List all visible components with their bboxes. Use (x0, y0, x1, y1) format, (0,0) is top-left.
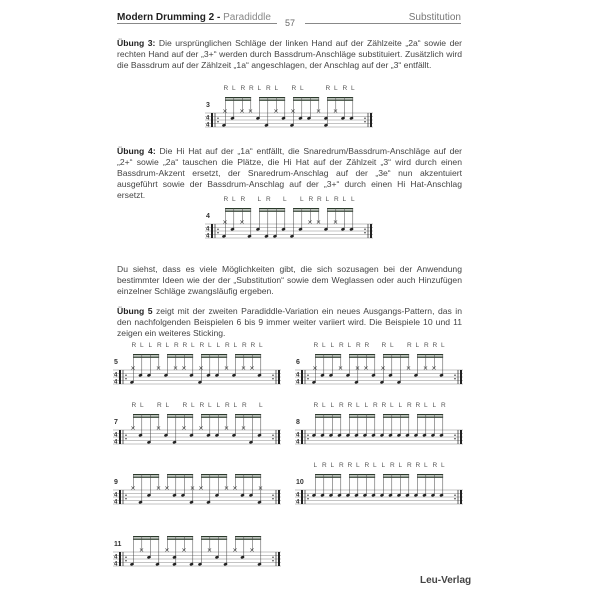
drum-staff (205, 85, 377, 137)
section-title: Substitution (408, 12, 461, 23)
svg-text:4: 4 (114, 432, 118, 439)
svg-text:L: L (330, 402, 335, 409)
svg-text:R: R (157, 342, 162, 349)
book-title-main: Modern Drumming 2 - (117, 12, 224, 23)
svg-text:L: L (330, 342, 335, 349)
svg-text:R: R (225, 342, 230, 349)
svg-text:5: 5 (114, 359, 118, 366)
svg-text:L: L (191, 342, 195, 349)
svg-text:R: R (250, 342, 256, 349)
svg-text:L: L (356, 462, 360, 469)
svg-text:L: L (257, 85, 262, 92)
drum-staff (205, 196, 377, 248)
book-title-chapter: Paradiddle (223, 12, 271, 23)
svg-text:R: R (225, 402, 230, 409)
svg-text:4: 4 (296, 432, 300, 439)
svg-text:L: L (390, 402, 394, 409)
svg-text:R: R (339, 462, 344, 469)
svg-text:R: R (339, 402, 344, 409)
drum-staff (113, 524, 285, 576)
notation-example-6 (295, 342, 467, 394)
svg-text:R: R (313, 402, 319, 409)
svg-text:9: 9 (114, 479, 118, 486)
svg-text:R: R (407, 402, 412, 409)
paragraph-uebung-3 (117, 38, 462, 71)
notation-example-7 (113, 402, 285, 454)
svg-text:6: 6 (296, 359, 300, 366)
svg-text:R: R (199, 402, 205, 409)
svg-text:L: L (148, 342, 153, 349)
svg-text:R: R (182, 342, 188, 349)
svg-text:L: L (283, 196, 287, 203)
notation-example-9 (113, 462, 285, 514)
svg-text:R: R (317, 196, 322, 203)
header-rule-right (305, 23, 461, 24)
svg-text:R: R (240, 85, 246, 92)
svg-text:4: 4 (206, 233, 210, 240)
svg-text:R: R (347, 462, 353, 469)
svg-text:4: 4 (296, 499, 300, 506)
svg-text:R: R (407, 342, 412, 349)
svg-text:L: L (259, 402, 263, 409)
drum-staff (295, 402, 467, 454)
svg-text:R: R (242, 342, 247, 349)
svg-text:4: 4 (114, 439, 118, 446)
svg-text:R: R (308, 196, 314, 203)
svg-text:4: 4 (114, 554, 118, 561)
svg-text:8: 8 (296, 419, 300, 426)
svg-text:L: L (232, 196, 236, 203)
svg-text:R: R (364, 462, 370, 469)
svg-text:R: R (381, 342, 387, 349)
svg-text:R: R (342, 85, 348, 92)
publisher-name: Leu-Verlag (420, 575, 472, 586)
svg-text:R: R (415, 402, 421, 409)
book-title (117, 12, 271, 23)
svg-text:4: 4 (206, 213, 210, 220)
svg-text:L: L (390, 342, 394, 349)
svg-text:L: L (334, 85, 338, 92)
svg-text:R: R (432, 462, 438, 469)
svg-text:4: 4 (114, 499, 118, 506)
svg-text:R: R (415, 462, 421, 469)
svg-text:L: L (347, 342, 352, 349)
svg-text:R: R (131, 342, 137, 349)
svg-text:L: L (398, 462, 403, 469)
notation-example-3 (205, 85, 377, 137)
svg-text:L: L (351, 196, 355, 203)
svg-text:L: L (415, 342, 420, 349)
svg-text:4: 4 (296, 372, 300, 379)
svg-text:4: 4 (206, 122, 210, 129)
svg-text:4: 4 (114, 372, 118, 379)
svg-text:R: R (407, 462, 412, 469)
svg-text:4: 4 (114, 379, 118, 386)
svg-text:L: L (165, 402, 170, 409)
svg-text:R: R (424, 342, 429, 349)
drum-staff (295, 342, 467, 394)
svg-text:R: R (313, 342, 319, 349)
drum-staff (113, 342, 285, 394)
svg-text:4: 4 (296, 379, 300, 386)
svg-text:L: L (364, 402, 369, 409)
svg-text:R: R (242, 402, 247, 409)
svg-text:7: 7 (114, 419, 118, 426)
svg-text:L: L (140, 342, 144, 349)
notation-example-11 (113, 524, 285, 576)
drum-staff (113, 402, 285, 454)
svg-text:R: R (390, 462, 395, 469)
svg-text:L: L (216, 402, 221, 409)
svg-text:L: L (424, 462, 428, 469)
svg-text:L: L (441, 342, 445, 349)
svg-text:R: R (364, 342, 370, 349)
page-header (117, 12, 461, 26)
svg-text:10: 10 (296, 479, 304, 486)
svg-text:L: L (233, 342, 238, 349)
page-number: 57 (285, 18, 296, 28)
svg-text:L: L (274, 85, 279, 92)
svg-text:R: R (131, 402, 137, 409)
exercise-label: Übung 3: (117, 38, 156, 48)
svg-text:L: L (300, 196, 304, 203)
svg-text:R: R (199, 342, 205, 349)
svg-text:R: R (223, 196, 229, 203)
svg-text:R: R (291, 85, 297, 92)
header-rule-left (117, 23, 277, 24)
paragraph-uebung-4 (117, 146, 462, 201)
svg-text:L: L (325, 196, 330, 203)
svg-text:L: L (322, 342, 326, 349)
svg-text:R: R (381, 402, 387, 409)
svg-text:4: 4 (114, 561, 118, 568)
svg-text:R: R (356, 342, 361, 349)
svg-text:R: R (240, 196, 246, 203)
svg-text:11: 11 (114, 541, 122, 548)
svg-text:R: R (339, 342, 344, 349)
svg-text:4: 4 (206, 226, 210, 233)
svg-text:R: R (325, 85, 331, 92)
svg-text:L: L (424, 402, 428, 409)
svg-text:R: R (347, 402, 353, 409)
svg-text:R: R (249, 85, 254, 92)
svg-text:R: R (334, 196, 339, 203)
svg-text:R: R (266, 85, 271, 92)
paragraph-text: Du siehst, dass es viele Möglichkeiten gibt, die sich sozusagen bei der Anwendung bestimmter Ideen wie der der „Substitution“ sowie dem Weglassen oder auch Hinzufügen einzelner Schläge zwangsläufig ergeben. (117, 264, 462, 296)
svg-text:L: L (191, 402, 195, 409)
svg-text:L: L (232, 85, 236, 92)
svg-text:L: L (381, 462, 386, 469)
svg-text:L: L (313, 462, 318, 469)
svg-text:L: L (257, 196, 262, 203)
notation-example-8 (295, 402, 467, 454)
svg-text:R: R (157, 402, 162, 409)
svg-text:L: L (373, 462, 377, 469)
notation-example-5 (113, 342, 285, 394)
svg-text:L: L (356, 402, 360, 409)
paragraph-summary (117, 264, 462, 297)
paragraph-uebung-5 (117, 306, 462, 339)
svg-text:R: R (182, 402, 188, 409)
paragraph-text: Die Hi Hat auf der „1a“ entfällt, die Snaredrum/Bassdrum-Anschläge auf der „2+“ sowie „2a“ tauschen die Plätze, die Hi Hat auf der Zählzeit „3“ wird durch einen Bassdrum-Akzent ersetzt, der Snaredrum-Anschlag auf der „3e“ nun akzentuiert ausgeführt sowie der Bassdrum-Anschlag auf der „3+“ durch einen Hi Hat-Anschlag ersetzt. (117, 146, 463, 200)
svg-text:R: R (322, 462, 327, 469)
svg-text:L: L (432, 402, 437, 409)
svg-text:L: L (216, 342, 221, 349)
svg-text:3: 3 (206, 102, 210, 109)
svg-text:L: L (342, 196, 347, 203)
svg-text:L: L (322, 402, 326, 409)
svg-text:4: 4 (114, 492, 118, 499)
svg-text:L: L (165, 342, 170, 349)
svg-text:L: L (233, 402, 238, 409)
svg-text:R: R (266, 196, 271, 203)
svg-text:L: L (208, 342, 212, 349)
svg-text:R: R (373, 402, 378, 409)
svg-text:R: R (432, 342, 438, 349)
svg-text:R: R (223, 85, 229, 92)
svg-text:L: L (300, 85, 304, 92)
svg-text:4: 4 (296, 492, 300, 499)
paragraph-text: zeigt mit der zweiten Paradiddle-Variation ein neues Ausgangs-Pattern, das in den nachfolgenden Beispielen 6 bis 9 immer weiter variiert wird. Die Beispiele 10 und 11 zeigen ein weiteres Sticking. (117, 306, 462, 338)
exercise-label: Übung 5 (117, 306, 153, 316)
paragraph-text: Die ursprünglichen Schläge der linken Hand auf der Zählzeite „2a“ sowie der rechten Hand auf der „3+“ werden durch Bassdrum-Anschläge substituiert. Zusätzlich wird die Bassdrum auf der Zählzeit „1a“ angeschlagen, der Anschlag auf der „3“ entfällt. (117, 38, 463, 70)
svg-text:4: 4 (206, 115, 210, 122)
notation-example-4 (205, 196, 377, 248)
svg-text:L: L (140, 402, 144, 409)
svg-text:L: L (208, 402, 212, 409)
svg-text:R: R (174, 342, 179, 349)
drum-staff (295, 462, 467, 514)
notation-example-10 (295, 462, 467, 514)
svg-text:L: L (441, 462, 445, 469)
svg-text:4: 4 (296, 439, 300, 446)
exercise-label: Übung 4: (117, 146, 156, 156)
svg-text:L: L (259, 342, 263, 349)
svg-text:L: L (330, 462, 335, 469)
svg-text:L: L (351, 85, 355, 92)
drum-staff (113, 462, 285, 514)
svg-text:L: L (398, 402, 403, 409)
svg-text:R: R (441, 402, 446, 409)
